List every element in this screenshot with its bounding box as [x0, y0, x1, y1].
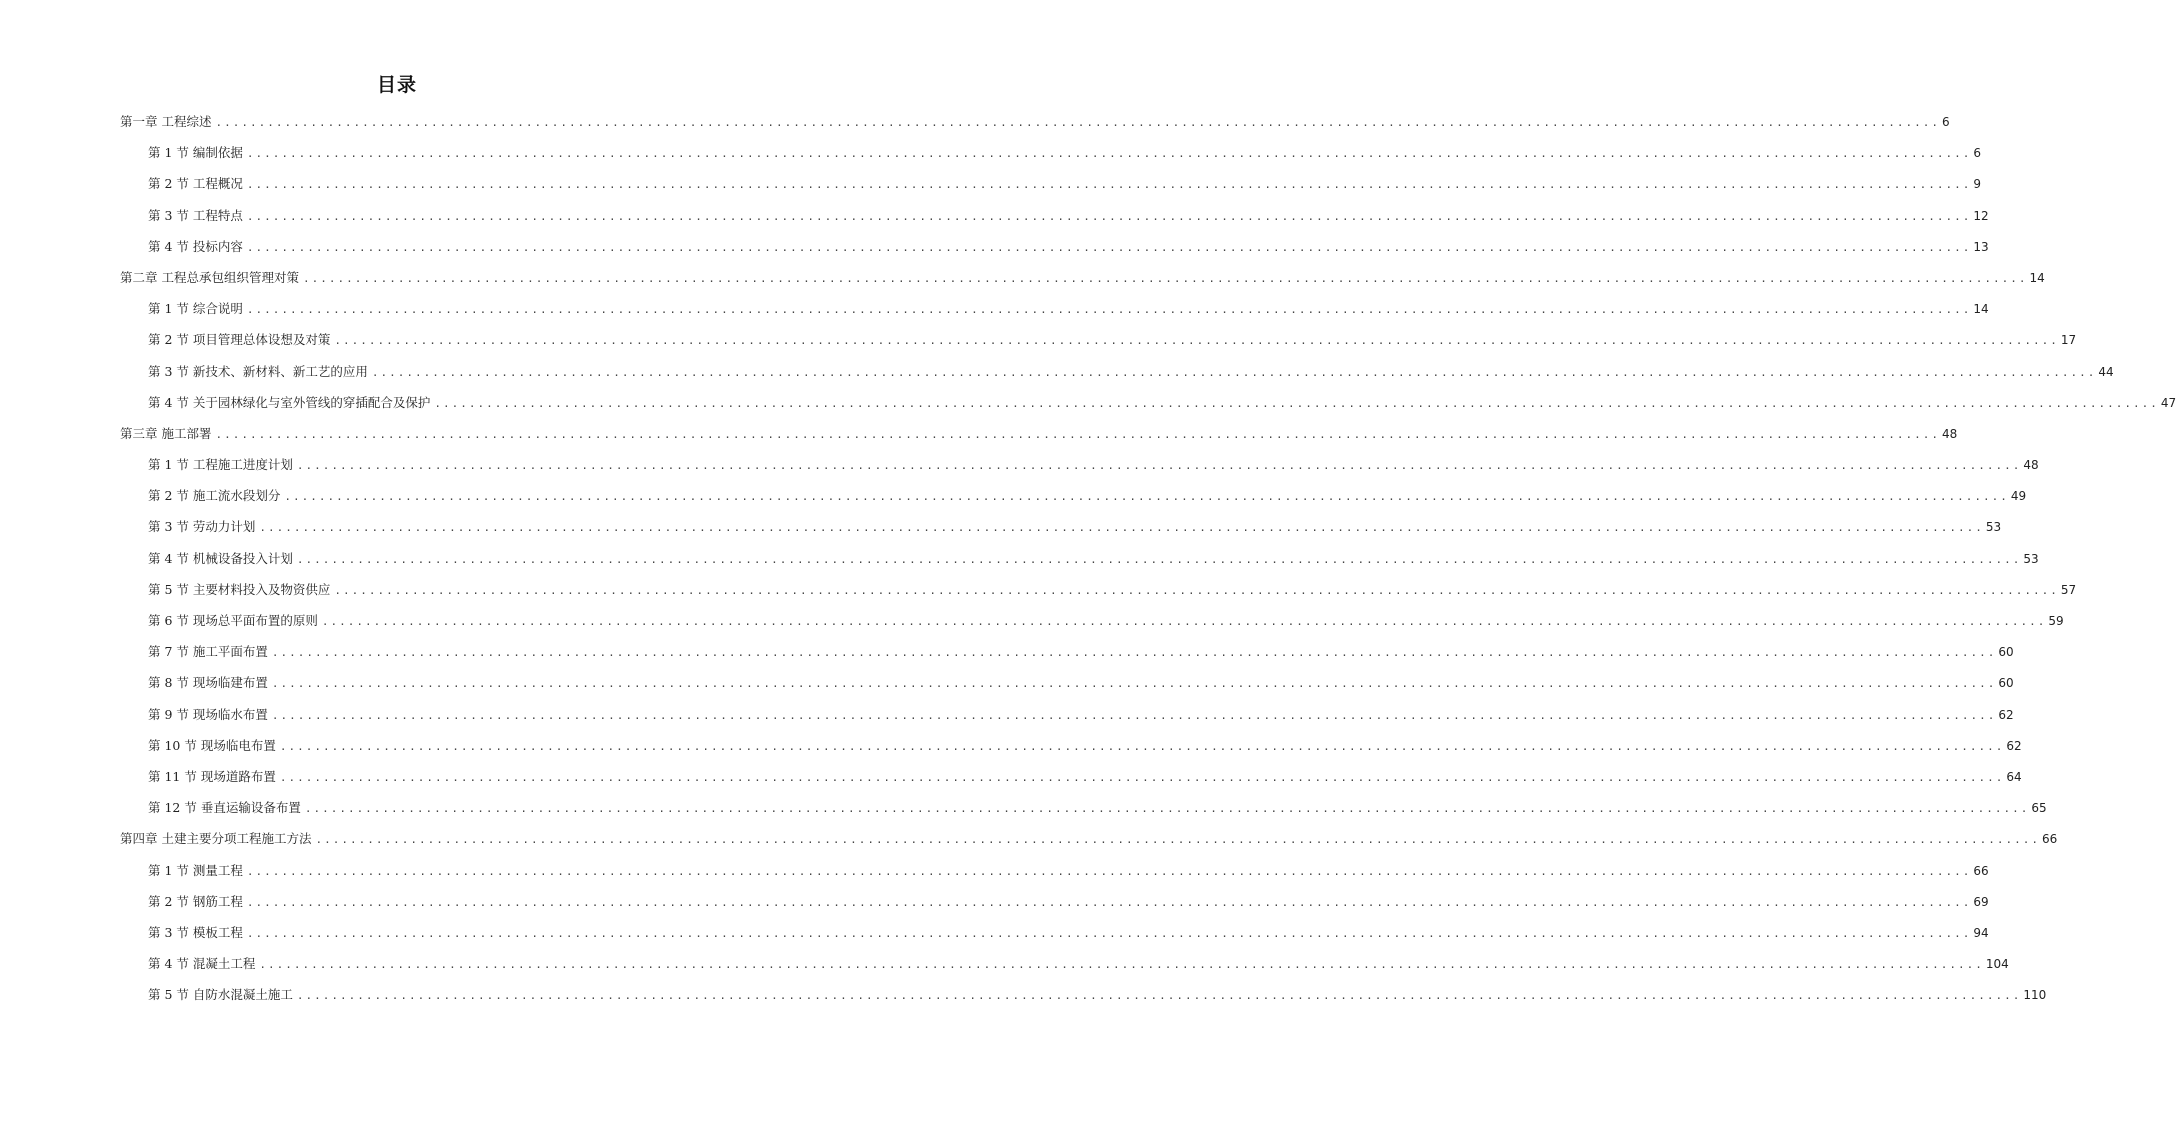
toc-page-number: 64: [2006, 769, 2022, 784]
toc-entry-label: 第 10 节 现场临电布置: [148, 737, 276, 753]
toc-leader-dots: ........................................................................................................................................................................................................: [296, 552, 2022, 566]
toc-section-entry[interactable]: [120, 391, 2176, 422]
toc-leader-dots: ........................................................................................................................................................................................................: [271, 708, 1997, 722]
toc-section-entry[interactable]: [120, 765, 2022, 796]
toc-section-entry[interactable]: [120, 859, 1989, 890]
toc-section-entry[interactable]: [120, 796, 2047, 827]
toc-entry-label: 第 5 节 自防水混凝土施工: [148, 987, 293, 1003]
toc-page-number: 48: [2023, 458, 2039, 473]
toc-leader-dots: ........................................................................................................................................................................................................: [304, 802, 2030, 816]
toc-entry-label: 第 1 节 编制依据: [148, 145, 243, 161]
toc-page-number: 57: [2060, 582, 2077, 597]
toc-page-number: 65: [2031, 801, 2047, 816]
toc-page-number: 12: [1973, 208, 1989, 223]
toc-section-entry[interactable]: [120, 983, 2047, 1014]
toc-leader-dots: ........................................................................................................................................................................................................: [246, 926, 1972, 940]
toc-leader-dots: ........................................................................................................................................................................................................: [259, 521, 1984, 535]
toc-entry-label: 第 7 节 施工平面布置: [148, 644, 268, 660]
toc-chapter-entry[interactable]: [120, 827, 2058, 858]
toc-entry-label: 第 3 节 模板工程: [148, 924, 243, 940]
toc-page-number: 60: [1998, 676, 2014, 691]
toc-section-entry[interactable]: [120, 734, 2022, 765]
toc-leader-dots: ........................................................................................................................................................................................................: [246, 147, 1972, 161]
toc-section-entry[interactable]: [120, 484, 2027, 515]
toc-page-number: 14: [1973, 302, 1989, 317]
toc-leader-dots: ........................................................................................................................................................................................................: [279, 770, 2005, 784]
toc-page-number: 62: [1998, 707, 2014, 722]
toc-page-number: 69: [1973, 894, 1989, 909]
toc-section-entry[interactable]: [120, 921, 1989, 952]
toc-section-entry[interactable]: [120, 890, 1989, 921]
toc-page-number: 17: [2060, 333, 2077, 348]
toc-page-number: 44: [2098, 364, 2114, 379]
toc-entry-label: 第 4 节 关于园林绿化与室外管线的穿插配合及保护: [148, 394, 431, 410]
toc-entry-label: 第四章 土建主要分项工程施工方法: [120, 831, 312, 847]
toc-page-number: 6: [1973, 146, 1982, 161]
toc-section-entry[interactable]: [120, 578, 2077, 609]
toc-entry-label: 第 1 节 测量工程: [148, 862, 243, 878]
toc-leader-dots: ........................................................................................................................................................................................................: [302, 271, 2028, 285]
toc-page-number: 66: [2042, 832, 2058, 847]
toc-page-number: 49: [2010, 489, 2027, 504]
toc-section-entry[interactable]: [120, 952, 2009, 983]
toc-leader-dots: ........................................................................................................................................................................................................: [246, 303, 1972, 317]
toc-section-entry[interactable]: [120, 547, 2039, 578]
toc-section-entry[interactable]: [120, 360, 2114, 391]
toc-entry-label: 第 9 节 现场临水布置: [148, 706, 268, 722]
toc-leader-dots: ........................................................................................................................................................................................................: [246, 209, 1972, 223]
toc-leader-dots: ........................................................................................................................................................................................................: [271, 677, 1997, 691]
toc-entry-label: 第 2 节 工程概况: [148, 176, 243, 192]
toc-section-entry[interactable]: [120, 297, 1989, 328]
toc-leader-dots: ........................................................................................................................................................................................................: [246, 240, 1972, 254]
toc-leader-dots: ........................................................................................................................................................................................................: [259, 958, 1984, 972]
toc-entry-label: 第 4 节 混凝土工程: [148, 956, 256, 972]
toc-leader-dots: ........................................................................................................................................................................................................: [371, 365, 2097, 379]
toc-page-number: 9: [1973, 177, 1982, 192]
toc-leader-dots: ........................................................................................................................................................................................................: [246, 178, 1972, 192]
toc-leader-dots: ........................................................................................................................................................................................................: [321, 615, 2047, 628]
toc-page-number: 110: [2023, 988, 2047, 1003]
toc-section-entry[interactable]: [120, 515, 2002, 546]
toc-entry-label: 第 3 节 新技术、新材料、新工艺的应用: [148, 363, 368, 379]
toc-entry-label: 第 11 节 现场道路布置: [148, 768, 276, 784]
toc-entry-label: 第三章 施工部署: [120, 425, 212, 441]
toc-page-number: 13: [1973, 239, 1989, 254]
toc-section-entry[interactable]: [120, 640, 2014, 671]
toc-entry-label: 第 4 节 投标内容: [148, 238, 243, 254]
toc-section-entry[interactable]: [120, 328, 2077, 359]
toc-entry-label: 第 1 节 工程施工进度计划: [148, 457, 293, 473]
toc-section-entry[interactable]: [120, 172, 1982, 203]
toc-page-number: 60: [1998, 645, 2014, 660]
toc-entry-label: 第 3 节 劳动力计划: [148, 519, 256, 535]
toc-page-number: 53: [2023, 551, 2039, 566]
toc-leader-dots: ........................................................................................................................................................................................................: [246, 895, 1972, 909]
toc-chapter-entry[interactable]: [120, 266, 2045, 297]
toc-page-number: 53: [1985, 520, 2002, 535]
toc-chapter-entry[interactable]: [120, 110, 1950, 141]
toc-chapter-entry[interactable]: [120, 422, 1958, 453]
toc-page-number: 14: [2029, 270, 2045, 285]
toc-leader-dots: ........................................................................................................................................................................................................: [434, 396, 2159, 410]
toc-leader-dots: ........................................................................................................................................................................................................: [279, 739, 2005, 753]
toc-leader-dots: ........................................................................................................................................................................................................: [334, 334, 2059, 348]
toc-leader-dots: ........................................................................................................................................................................................................: [284, 490, 2009, 504]
toc-page-number: 59: [2048, 614, 2064, 628]
page-title: 目录: [376, 74, 417, 96]
toc-entry-label: 第 2 节 施工流水段划分: [148, 488, 281, 504]
toc-leader-dots: ........................................................................................................................................................................................................: [315, 833, 2040, 847]
toc-entry-label: 第 4 节 机械设备投入计划: [148, 550, 293, 566]
toc-section-entry[interactable]: [120, 703, 2014, 734]
toc-section-entry[interactable]: [120, 141, 1982, 172]
toc-section-entry[interactable]: [120, 204, 1989, 235]
toc-page-number: 94: [1973, 925, 1989, 940]
toc-entry-label: 第一章 工程综述: [120, 114, 212, 129]
table-of-contents: [120, 110, 2176, 1014]
toc-section-entry[interactable]: [120, 671, 2014, 702]
toc-page-number: 104: [1985, 957, 2009, 972]
toc-entry-label: 第 5 节 主要材料投入及物资供应: [148, 581, 331, 597]
toc-leader-dots: ........................................................................................................................................................................................................: [296, 459, 2022, 473]
toc-page-number: 66: [1973, 863, 1989, 878]
toc-entry-label: 第 6 节 现场总平面布置的原则: [148, 613, 318, 628]
toc-entry-label: 第 2 节 钢筋工程: [148, 893, 243, 909]
toc-entry-label: 第 3 节 工程特点: [148, 207, 243, 223]
toc-leader-dots: ........................................................................................................................................................................................................: [215, 116, 1940, 129]
toc-entry-label: 第二章 工程总承包组织管理对策: [120, 269, 299, 285]
toc-leader-dots: ........................................................................................................................................................................................................: [334, 583, 2059, 597]
toc-section-entry[interactable]: [120, 609, 2064, 640]
toc-entry-label: 第 8 节 现场临建布置: [148, 675, 268, 691]
toc-entry-label: 第 1 节 综合说明: [148, 301, 243, 317]
toc-page-number: 48: [1942, 426, 1958, 441]
toc-leader-dots: ........................................................................................................................................................................................................: [215, 427, 1940, 441]
toc-leader-dots: ........................................................................................................................................................................................................: [246, 864, 1972, 878]
toc-section-entry[interactable]: [120, 453, 2039, 484]
toc-page-number: 6: [1942, 115, 1950, 129]
toc-leader-dots: ........................................................................................................................................................................................................: [296, 989, 2022, 1003]
toc-entry-label: 第 12 节 垂直运输设备布置: [148, 800, 301, 816]
toc-entry-label: 第 2 节 项目管理总体设想及对策: [148, 332, 331, 348]
toc-section-entry[interactable]: [120, 235, 1989, 266]
toc-page-number: 47: [2160, 395, 2176, 410]
toc-page-number: 62: [2006, 738, 2022, 753]
toc-leader-dots: ........................................................................................................................................................................................................: [271, 646, 1997, 660]
